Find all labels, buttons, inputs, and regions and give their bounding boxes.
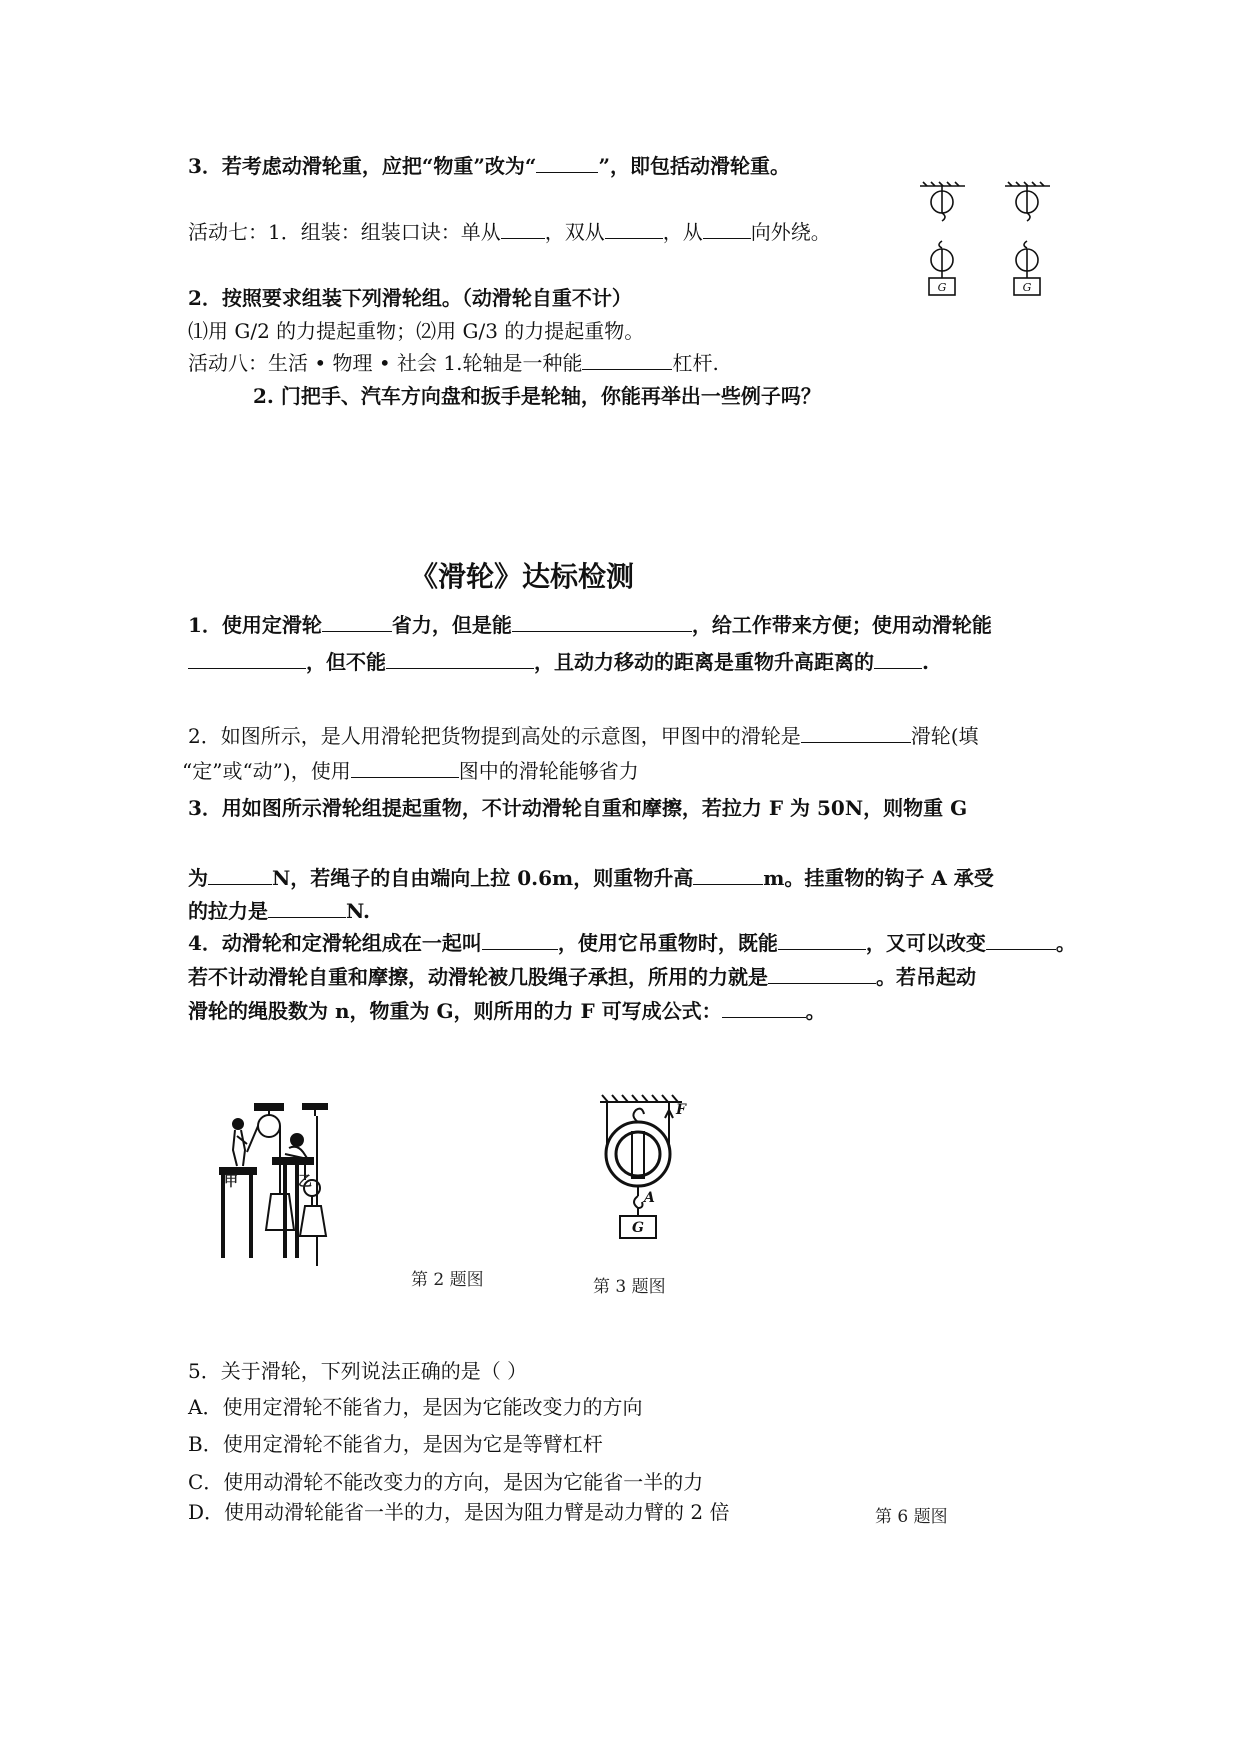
question-1-line1: 1．使用定滑轮 省力，但是能 ，给工作带来方便；使用动滑轮能 xyxy=(188,613,992,637)
question-2-line1: 2．如图所示，是人用滑轮把货物提到高处的示意图，甲图中的滑轮是 滑轮(填 xyxy=(188,724,979,748)
option-d[interactable]: D．使用动滑轮能省一半的力，是因为阻力臂是动力臂的 2 倍 xyxy=(188,1500,730,1524)
page-title: 《滑轮》达标检测 xyxy=(410,560,635,593)
figure-3-pulley-block xyxy=(592,1092,702,1262)
pulley-assembly-figure xyxy=(915,180,1065,305)
blank[interactable] xyxy=(703,220,751,239)
figure-2-pulleys xyxy=(215,1098,385,1288)
activity-7: 活动七：1．组装：组装口诀：单从 ，双从 ，从 向外绕。 xyxy=(188,220,831,244)
question-3-line3: 的拉力是 N. xyxy=(188,899,370,923)
blank[interactable] xyxy=(722,999,806,1018)
question-4-line3: 滑轮的绳股数为 n，物重为 G，则所用的力 F 可写成公式： 。 xyxy=(188,999,826,1023)
q3-top: 3．若考虑动滑轮重，应把“物重”改为“ ”，即包括动滑轮重。 xyxy=(188,154,790,178)
question-3-line2: 为 N，若绳子的自由端向上拉 0.6m，则重物升高 m。挂重物的钩子 A 承受 xyxy=(188,866,994,890)
question-4-line1: 4．动滑轮和定滑轮组成在一起叫 ，使用它吊重物时，既能 ，又可以改变 。 xyxy=(188,931,1076,955)
question-3-line1: 3．用如图所示滑轮组提起重物，不计动滑轮自重和摩擦，若拉力 F 为 50N，则物重 G xyxy=(188,796,968,820)
hook-label: A xyxy=(644,1190,655,1206)
force-label: F xyxy=(676,1102,686,1118)
weight-label: G xyxy=(632,1220,644,1236)
activity-7-item2: 2．按照要求组装下列滑轮组。（动滑轮自重不计） xyxy=(188,286,632,310)
figure-3-caption: 第 3 题图 xyxy=(593,1277,666,1297)
weight-label: G xyxy=(937,281,947,294)
blank[interactable] xyxy=(536,154,598,173)
blank[interactable] xyxy=(351,759,459,778)
question-5-stem: 5．关于滑轮，下列说法正确的是（ ） xyxy=(188,1359,528,1383)
blank[interactable] xyxy=(482,931,558,950)
activity-8-item2: 2. 门把手、汽车方向盘和扳手是轮轴，你能再举出一些例子吗？ xyxy=(253,384,821,408)
blank[interactable] xyxy=(386,650,534,669)
blank[interactable] xyxy=(693,866,763,885)
blank[interactable] xyxy=(778,931,866,950)
blank[interactable] xyxy=(188,650,306,669)
pulley-set-left xyxy=(920,182,965,295)
activity-8: 活动八：生活 • 物理 • 社会 1.轮轴是一种能 杠杆. xyxy=(188,351,719,375)
figure-2-caption: 第 2 题图 xyxy=(411,1270,484,1290)
activity-7-item3: ⑴用 G/2 的力提起重物；⑵用 G/3 的力提起重物。 xyxy=(188,319,645,343)
blank[interactable] xyxy=(322,613,392,632)
blank[interactable] xyxy=(605,220,663,239)
weight-label: G xyxy=(1022,281,1032,294)
option-a[interactable]: A．使用定滑轮不能省力，是因为它能改变力的方向 xyxy=(188,1395,643,1419)
figure-label-yi: 乙 xyxy=(298,1174,312,1190)
blank[interactable] xyxy=(512,613,692,632)
figure-6-caption: 第 6 题图 xyxy=(875,1507,948,1527)
blank[interactable] xyxy=(582,351,672,370)
question-2-line2: “定”或“动”)，使用 图中的滑轮能够省力 xyxy=(182,759,639,783)
blank[interactable] xyxy=(768,965,876,984)
blank[interactable] xyxy=(501,220,545,239)
blank[interactable] xyxy=(208,866,272,885)
blank[interactable] xyxy=(268,899,346,918)
question-4-line2: 若不计动滑轮自重和摩擦，动滑轮被几股绳子承担，所用的力就是 。若吊起动 xyxy=(188,965,976,989)
pulley-set-right xyxy=(1005,182,1050,295)
blank[interactable] xyxy=(986,931,1056,950)
option-c[interactable]: C．使用动滑轮不能改变力的方向，是因为它能省一半的力 xyxy=(188,1470,704,1494)
blank[interactable] xyxy=(801,724,911,743)
option-b[interactable]: B．使用定滑轮不能省力，是因为它是等臂杠杆 xyxy=(188,1432,603,1456)
figure-label-jia: 甲 xyxy=(224,1174,238,1190)
question-1-line2: ，但不能 ，且动力移动的距离是重物升高距离的 . xyxy=(188,649,929,675)
blank[interactable] xyxy=(874,650,922,669)
